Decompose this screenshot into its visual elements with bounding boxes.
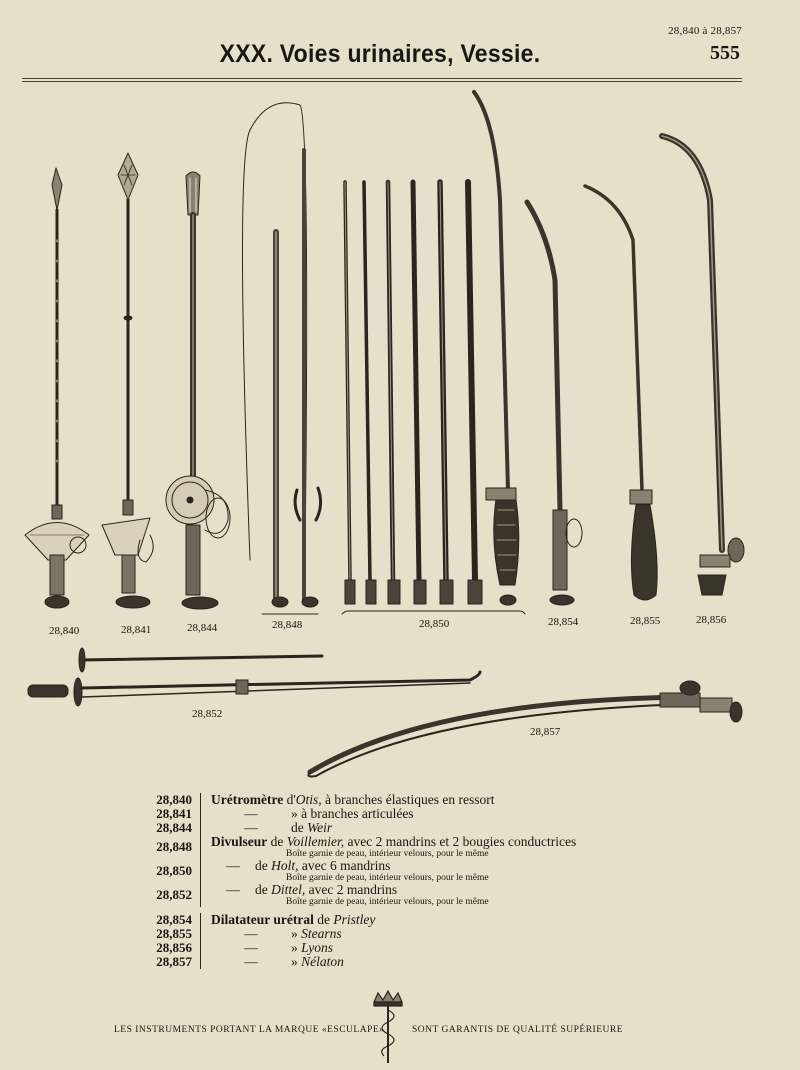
figure-label: 28,857	[530, 726, 561, 738]
entry-row	[140, 793, 660, 807]
figure-label: 28,844	[187, 622, 218, 634]
figure-label: 28,852	[192, 708, 223, 720]
entry-row	[140, 955, 660, 969]
footer-left: LES INSTRUMENTS PORTANT LA MARQUE «ESCULAPE»	[114, 1025, 385, 1035]
entry-description: Dilatateur urétral de Pristley	[211, 912, 376, 927]
dilatateur-pristley-figure	[527, 202, 582, 605]
entries-list	[140, 793, 660, 969]
entry-number: 28,854	[140, 913, 201, 927]
entry-row	[140, 859, 660, 883]
divulseur-holt-figure	[345, 92, 519, 605]
figure-label: 28,850	[419, 618, 450, 630]
entry-row	[140, 913, 660, 927]
entry-description: — de Weir	[244, 820, 333, 835]
entry-description: — de Dittel, avec 2 mandrins Boîte garnie de peau, intérieur velours, pour le même	[226, 882, 489, 907]
figure-label: 28,856	[696, 614, 727, 626]
entry-number: 28,844	[140, 821, 201, 835]
figure-label: 28,855	[630, 615, 661, 627]
entry-description: — » Nélaton	[244, 954, 344, 969]
figure-label: 28,854	[548, 616, 579, 628]
entry-number: 28,857	[140, 955, 201, 969]
entry-description: — de Holt, avec 6 mandrins Boîte garnie de peau, intérieur velours, pour le même	[226, 858, 489, 883]
entry-number: 28,855	[140, 927, 201, 941]
entry-description: — » à branches articulées	[244, 806, 414, 821]
urethrometer-otis-figure	[25, 168, 89, 608]
page-number: 555	[710, 42, 740, 64]
entry-number: 28,841	[140, 807, 201, 821]
urethrometer-weir-figure	[166, 172, 230, 609]
entry-description: Divulseur de Voillemier, avec 2 mandrins et 2 bougies conductrices Boîte garnie de peau, intérieur velours, pour le même	[211, 834, 577, 859]
entry-number: 28,840	[140, 793, 201, 807]
entry-number: 28,852	[140, 883, 201, 907]
divulseur-dittel-figure	[28, 648, 480, 706]
entry-number: 28,848	[140, 835, 201, 859]
urethrometer-articulated-figure	[102, 153, 153, 608]
dilatateur-stearns-figure	[585, 186, 657, 600]
entry-description: — » Lyons	[244, 940, 333, 955]
footer-right: SONT GARANTIS DE QUALITÉ SUPÉRIEURE	[412, 1025, 624, 1035]
entry-row	[140, 835, 660, 859]
item-range: 28,840 à 28,857	[668, 25, 742, 37]
figure-label: 28,840	[49, 625, 80, 637]
page-title: XXX. Voies urinaires, Vessie.	[219, 40, 541, 68]
entry-row	[140, 927, 660, 941]
entry-row	[140, 821, 660, 835]
dilatateur-lyons-figure	[662, 136, 744, 595]
figure-label: 28,841	[121, 624, 152, 636]
entry-row	[140, 883, 660, 907]
entry-description: Urétromètre d'Otis, à branches élastiques en ressort	[211, 792, 495, 807]
entry-description: — » Stearns	[244, 926, 342, 941]
figure-label: 28,848	[272, 619, 303, 631]
entry-row	[140, 807, 660, 821]
entry-number: 28,856	[140, 941, 201, 955]
entry-number: 28,850	[140, 859, 201, 883]
dilatateur-nelaton-figure	[308, 681, 742, 777]
entry-row	[140, 941, 660, 955]
divulseur-voillemier-figure	[243, 103, 321, 607]
